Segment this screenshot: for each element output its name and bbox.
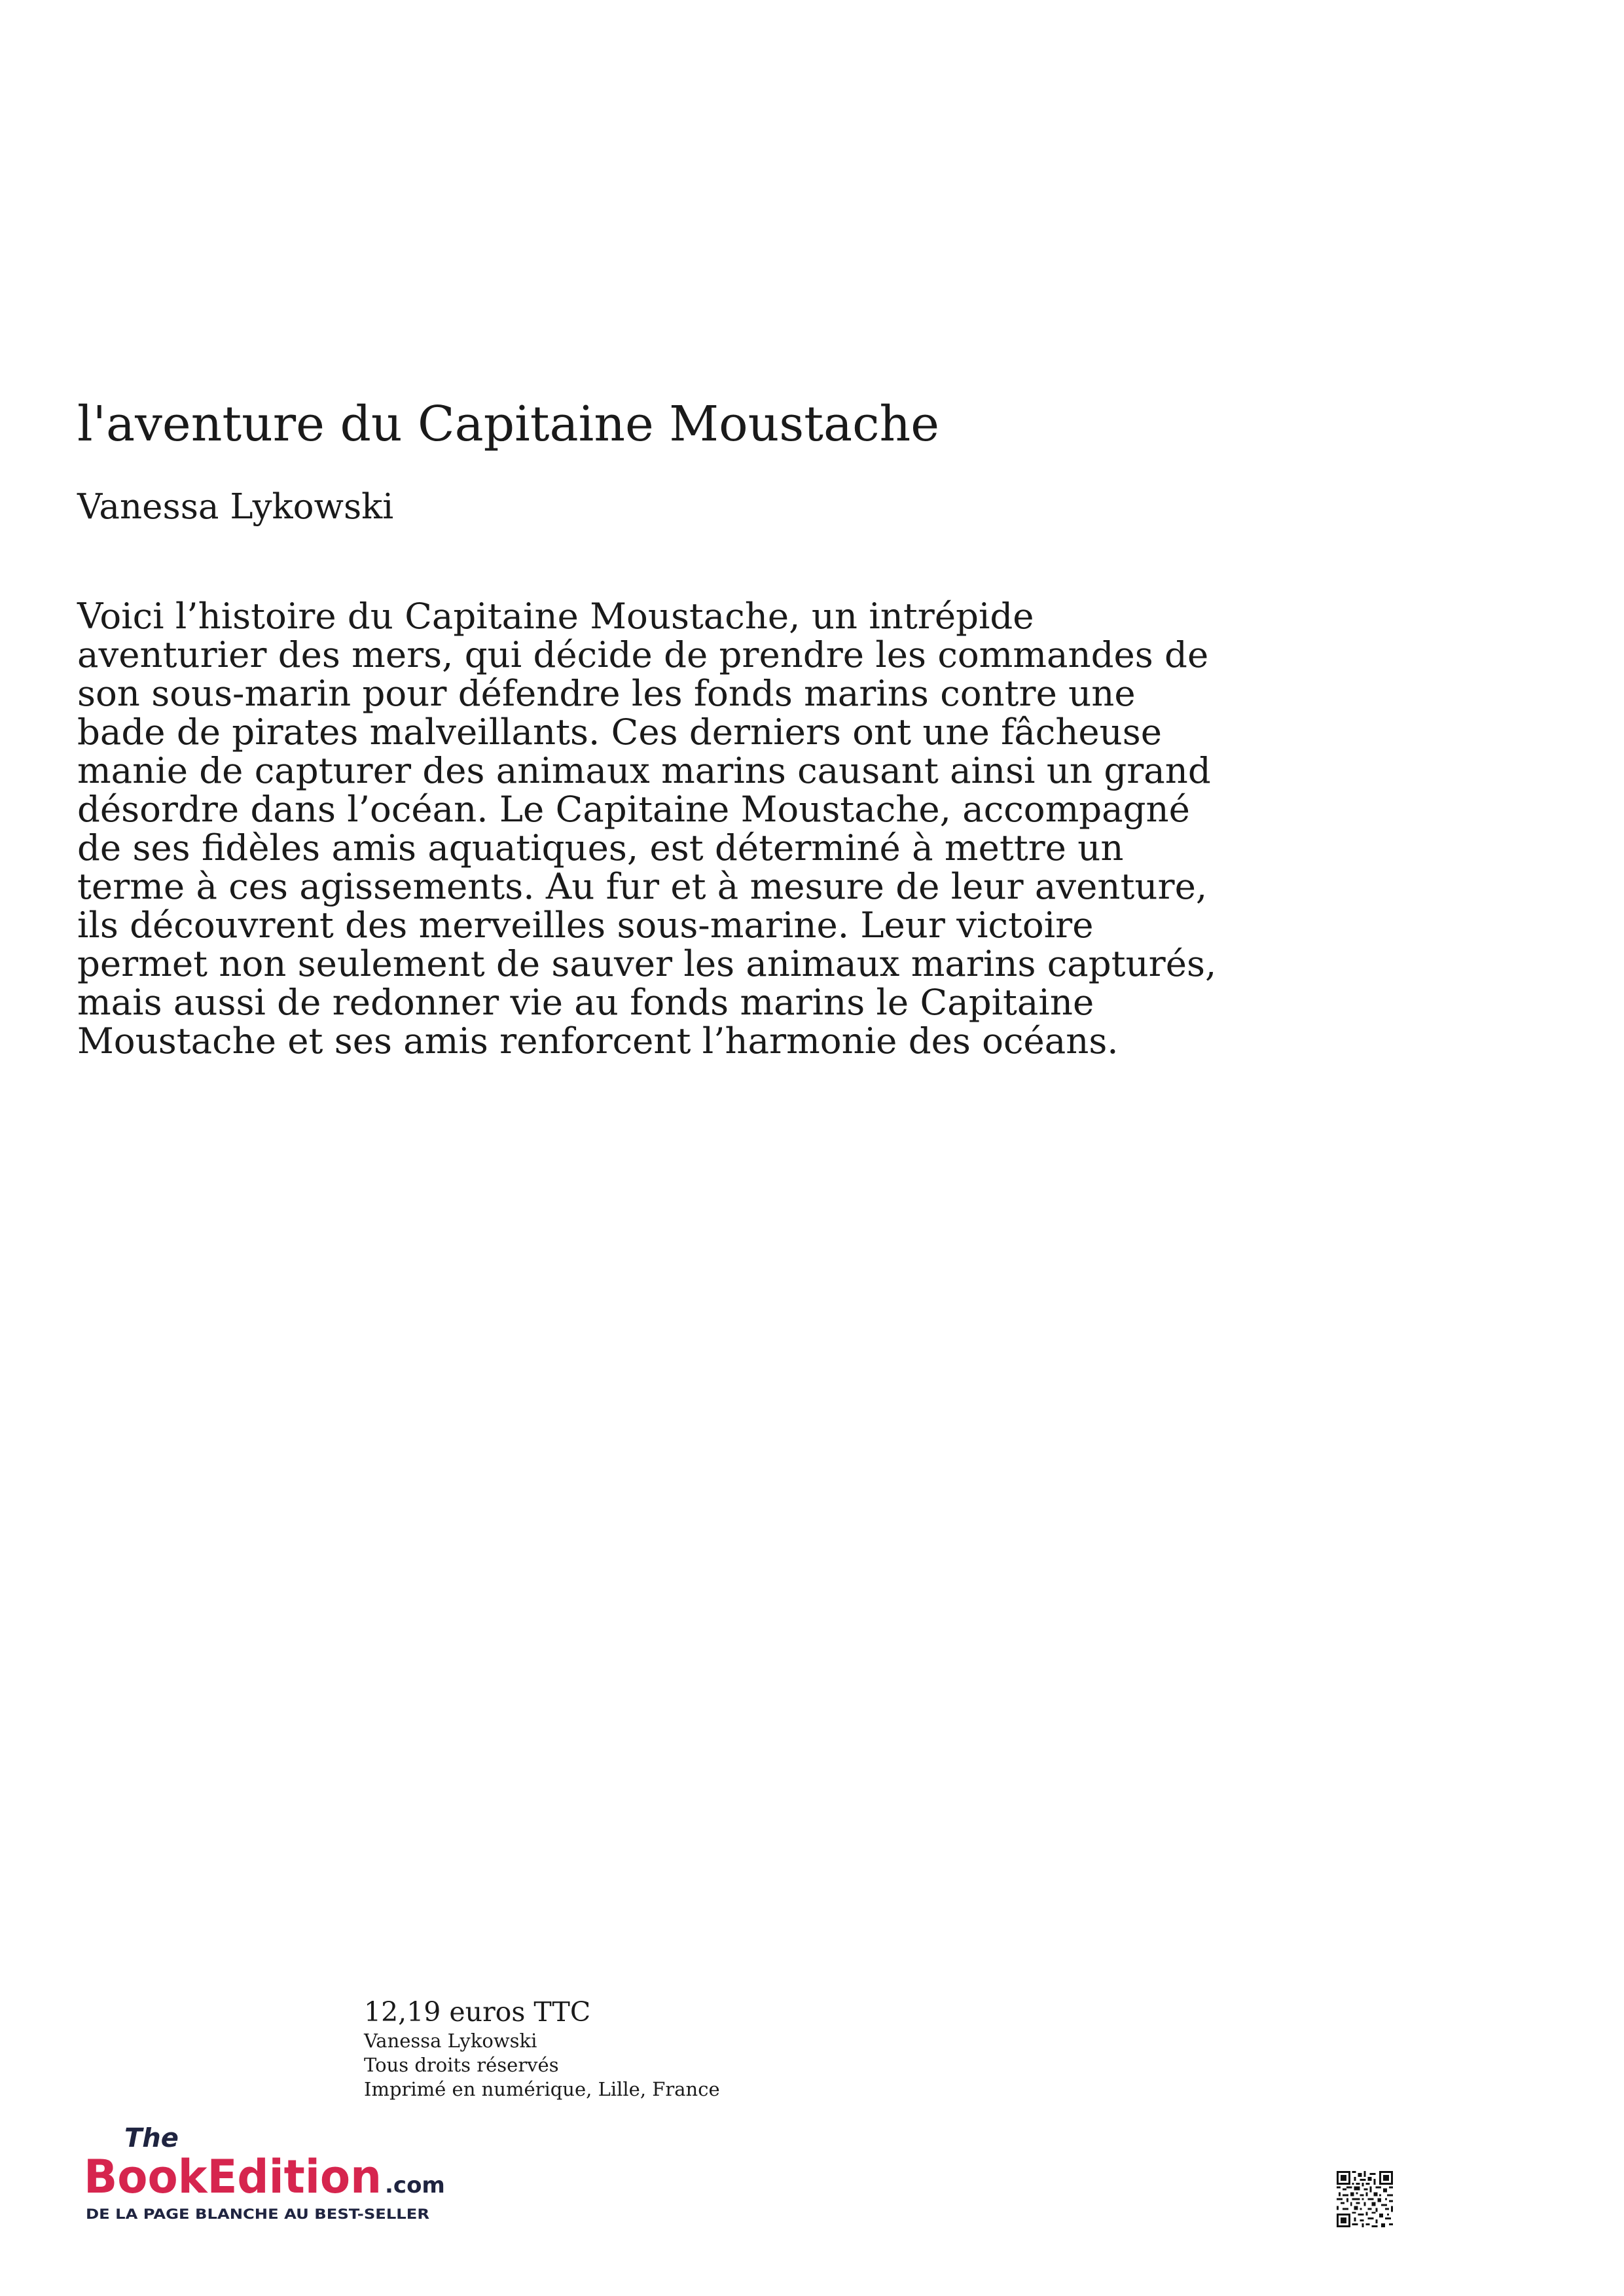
book-author: Vanessa Lykowski [77, 487, 394, 527]
logo-the: The [124, 2127, 179, 2153]
logo-domain: .com [385, 2172, 445, 2198]
rights-notice: Tous droits réservés [364, 2054, 559, 2076]
colophon-author: Vanessa Lykowski [364, 2030, 537, 2052]
logo-name: BookEdition [84, 2150, 382, 2204]
logo-tagline: DE LA PAGE BLANCHE AU BEST-SELLER [86, 2206, 429, 2222]
publisher-logo [84, 2127, 477, 2225]
price: 12,19 euros TTC [364, 1996, 591, 2028]
qr-code-icon [1337, 2171, 1393, 2227]
printing-notice: Imprimé en numérique, Lille, France [364, 2078, 720, 2100]
book-summary: Voici l’histoire du Capitaine Moustache, un intrépide aventurier des mers, qui décide de prendre les commandes de son sous-marin pour défendre les fonds marins contre une bade de pirates malveillants. Ces derniers ont une fâcheuse manie de capturer des animaux marins causant ainsi un grand désordre dans l’océan. Le Capitaine Moustache, accompagné de ses fidèles amis aquatiques, est déterminé à mettre un terme à ces agissements. Au fur et à mesure de leur aventure, ils découvrent des merveilles sous-marine. Leur victoire permet non seulement de sauver les animaux marins capturés, mais aussi de redonner vie au fonds marins le Capitaine Moustache et ses amis renforcent l’harmonie des océans. [77, 595, 1217, 1062]
book-title: l'aventure du Capitaine Moustache [77, 396, 940, 452]
colophon [364, 1995, 953, 2102]
